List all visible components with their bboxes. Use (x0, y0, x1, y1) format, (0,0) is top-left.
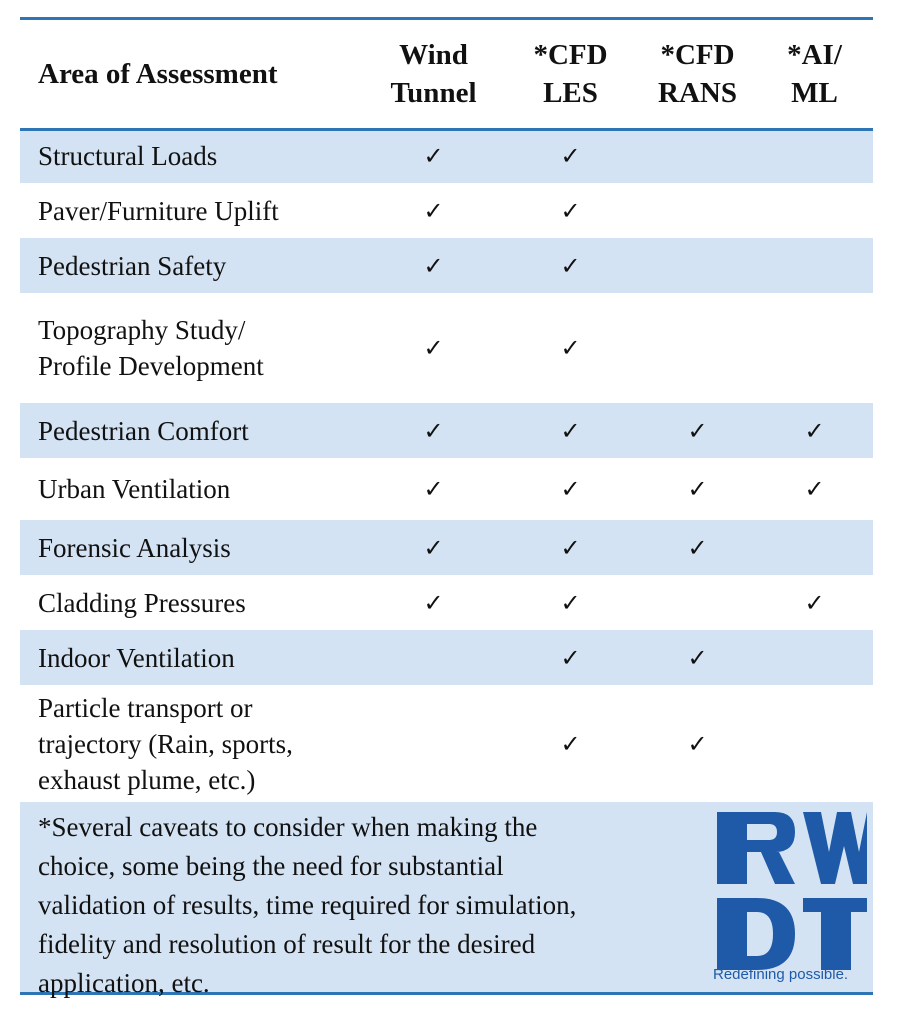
check-icon: ✓ (687, 416, 708, 445)
area-label-line: Indoor Ventilation (38, 642, 235, 673)
check-icon: ✓ (423, 251, 444, 280)
check-mark-cell (502, 575, 639, 630)
check-icon: ✓ (423, 533, 444, 562)
area-label-line: Profile Development (38, 351, 264, 381)
table-row (20, 520, 873, 575)
check-icon: ✓ (560, 334, 581, 362)
check-icon: ✓ (560, 588, 581, 617)
check-mark-cell (502, 458, 639, 520)
check-icon: ✓ (423, 141, 444, 170)
table-row (20, 685, 873, 802)
check-mark-cell (502, 128, 639, 183)
check-icon: ✓ (804, 416, 825, 445)
table-row (20, 575, 873, 630)
check-mark-cell (365, 128, 502, 183)
header-line: Tunnel (390, 77, 477, 109)
empty-cell (639, 128, 756, 183)
table-header (20, 20, 873, 128)
footnote-panel (20, 802, 873, 998)
check-icon: ✓ (423, 196, 444, 225)
table-row (20, 293, 873, 403)
area-label (20, 128, 365, 183)
check-icon: ✓ (687, 729, 708, 758)
check-mark-cell (639, 458, 756, 520)
check-icon: ✓ (560, 729, 581, 758)
check-mark-cell (756, 403, 873, 458)
table-row (20, 403, 873, 458)
header-rule (20, 128, 873, 131)
check-icon: ✓ (423, 416, 444, 445)
check-icon: ✓ (804, 588, 825, 617)
check-icon: ✓ (423, 475, 444, 503)
check-mark-cell (502, 630, 639, 685)
check-mark-cell (365, 575, 502, 630)
check-mark-cell (502, 685, 639, 802)
footnote-line: validation of results, time required for simulation, (38, 890, 577, 920)
check-mark-cell (365, 520, 502, 575)
footnote-line: application, etc. (38, 968, 210, 998)
area-label (20, 403, 365, 458)
area-label (20, 293, 365, 403)
table-row (20, 630, 873, 685)
table-row (20, 238, 873, 293)
empty-cell (756, 293, 873, 403)
empty-cell (639, 575, 756, 630)
column-header-method (365, 20, 502, 128)
area-label (20, 575, 365, 630)
check-mark-cell (639, 630, 756, 685)
check-icon: ✓ (560, 643, 581, 672)
area-label-line: Topography Study/ (38, 315, 246, 345)
area-label-line: Urban Ventilation (38, 474, 231, 504)
check-mark-cell (502, 293, 639, 403)
area-label-line: trajectory (Rain, sports, (38, 728, 293, 759)
footnote-text (38, 808, 698, 1003)
empty-cell (756, 520, 873, 575)
header-line: *CFD (533, 39, 608, 71)
empty-cell (639, 183, 756, 238)
area-label (20, 685, 365, 802)
area-label-line: Pedestrian Comfort (38, 415, 249, 446)
check-mark-cell (365, 458, 502, 520)
area-label (20, 630, 365, 685)
footnote-line: *Several caveats to consider when making the (38, 812, 538, 842)
check-icon: ✓ (560, 196, 581, 225)
area-label (20, 183, 365, 238)
check-icon: ✓ (423, 334, 444, 362)
check-mark-cell (365, 183, 502, 238)
header-line: RANS (658, 77, 737, 109)
area-label-line: Forensic Analysis (38, 532, 231, 563)
area-label-line: Particle transport or (38, 692, 253, 723)
column-header-method (502, 20, 639, 128)
check-icon: ✓ (560, 533, 581, 562)
area-label-line: Structural Loads (38, 140, 218, 171)
table-row (20, 458, 873, 520)
header-line: Area of Assessment (38, 58, 278, 90)
header-line: LES (543, 77, 598, 109)
check-mark-cell (502, 403, 639, 458)
header-line: ML (791, 77, 838, 109)
check-mark-cell (502, 520, 639, 575)
check-mark-cell (502, 238, 639, 293)
column-header-method (756, 20, 873, 128)
check-icon: ✓ (560, 251, 581, 280)
area-label (20, 520, 365, 575)
check-icon: ✓ (804, 475, 825, 503)
check-mark-cell (365, 238, 502, 293)
area-label (20, 238, 365, 293)
check-icon: ✓ (560, 141, 581, 170)
table-row (20, 183, 873, 238)
check-mark-cell (502, 183, 639, 238)
check-mark-cell (756, 575, 873, 630)
column-header-method (639, 20, 756, 128)
empty-cell (365, 685, 502, 802)
check-mark-cell (639, 403, 756, 458)
header-line: Wind (399, 39, 468, 71)
empty-cell (756, 685, 873, 802)
check-icon: ✓ (560, 475, 581, 503)
check-mark-cell (756, 458, 873, 520)
area-label-line: Cladding Pressures (38, 587, 246, 618)
rwdi-logo (717, 812, 867, 970)
footnote-line: choice, some being the need for substantial (38, 851, 504, 881)
check-icon: ✓ (687, 643, 708, 672)
area-label-line: Pedestrian Safety (38, 250, 227, 281)
logo-tagline: Redefining possible. (713, 966, 849, 983)
column-header-area (20, 20, 365, 128)
check-mark-cell (639, 520, 756, 575)
header-line: *CFD (660, 39, 735, 71)
area-label-line: exhaust plume, etc.) (38, 764, 256, 795)
empty-cell (756, 128, 873, 183)
area-label (20, 458, 365, 520)
check-icon: ✓ (687, 475, 708, 503)
table-body (20, 128, 873, 802)
empty-cell (756, 238, 873, 293)
check-icon: ✓ (423, 588, 444, 617)
check-mark-cell (639, 685, 756, 802)
empty-cell (639, 293, 756, 403)
area-label-line: Paver/Furniture Uplift (38, 195, 279, 226)
footnote-line: fidelity and resolution of result for the desired (38, 929, 536, 959)
assessment-table (20, 20, 873, 802)
check-mark-cell (365, 293, 502, 403)
check-mark-cell (365, 403, 502, 458)
check-icon: ✓ (687, 533, 708, 562)
empty-cell (365, 630, 502, 685)
comparison-table-container (20, 17, 873, 998)
empty-cell (756, 630, 873, 685)
header-line: *AI/ (787, 39, 842, 71)
empty-cell (756, 183, 873, 238)
check-icon: ✓ (560, 416, 581, 445)
empty-cell (639, 238, 756, 293)
table-row (20, 128, 873, 183)
